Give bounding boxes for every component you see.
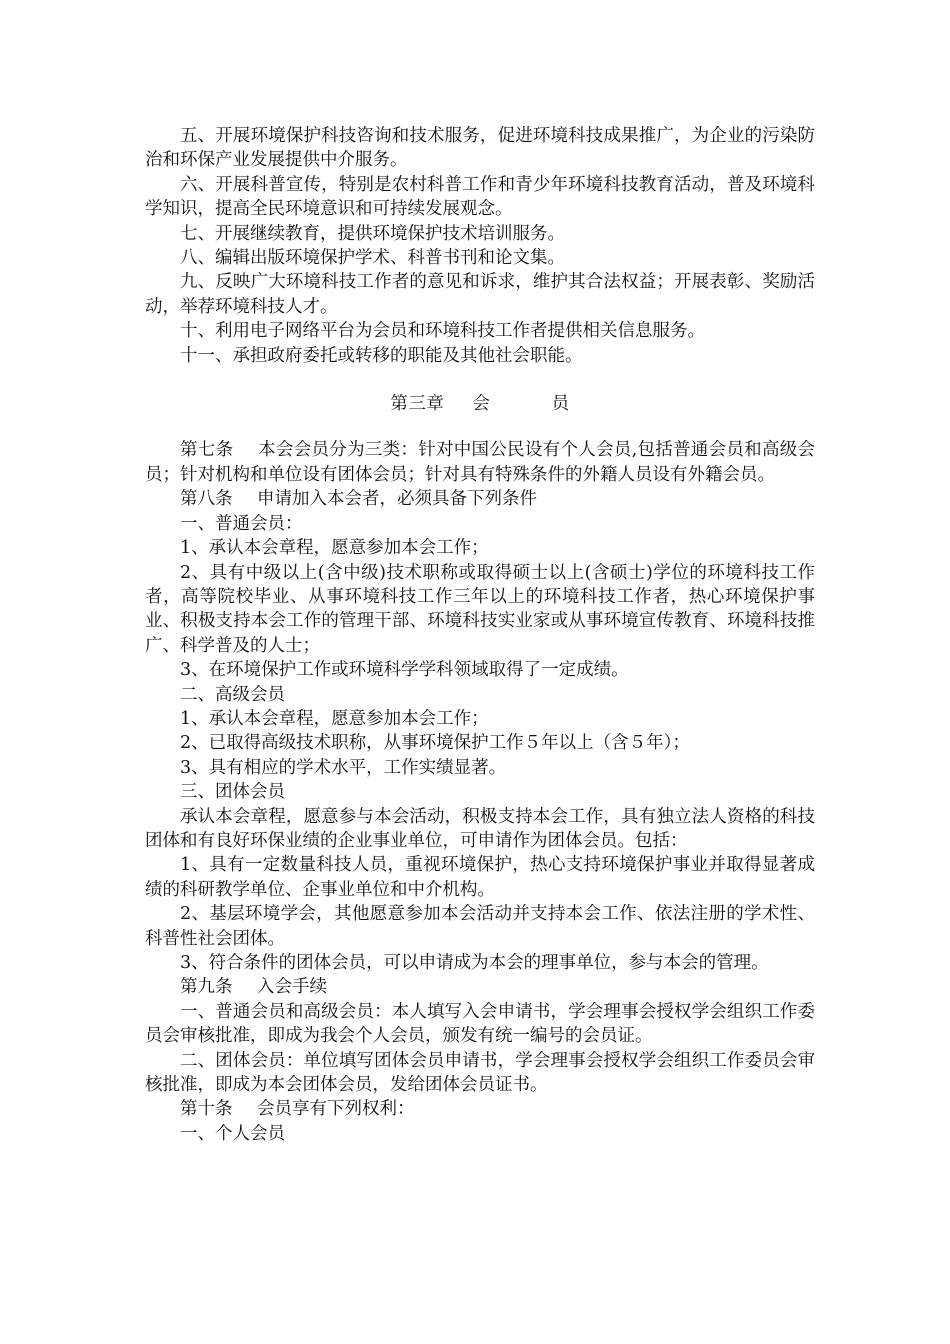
paragraph-item-7: 七、开展继续教育，提供环境保护技术培训服务。 (180, 223, 565, 244)
article-7-label: 第七条 (180, 440, 234, 461)
group-member-intro: 承认本会章程，愿意参与本会活动，积极支持本会工作，具有独立法人资格的科技团体和有良好环保业绩的企业事业单位，可申请作为团体会员。包括： (145, 806, 815, 851)
group-member-item-3: 3、符合条件的团体会员，可以申请成为本会的理事单位，参与本会的管理。 (180, 953, 769, 973)
article-9 (145, 975, 815, 999)
article-9-label: 第九条 (180, 977, 233, 998)
ordinary-member-cond-3: 3、在环境保护工作或环境科学学科领域取得了一定成绩。 (180, 660, 629, 681)
article-8 (145, 487, 815, 511)
admission-group: 二、团体会员：单位填写团体会员申请书，学会理事会授权学会组织工作委员会审核批准，即成为本会团体会员，发给团体会员证书。 (145, 1050, 815, 1096)
admission-individual: 一、普通会员和高级会员：本人填写入会申请书，学会理事会授权学会组织工作委员会审核批准，即成为我会个人会员，颁发有统一编号的会员证。 (145, 1001, 815, 1047)
document-page (145, 124, 815, 1146)
article-8-text: 申请加入本会者，必须具备下列条件 (257, 489, 537, 510)
paragraph-item-5: 五、开展环境保护科技咨询和技术服务，促进环境科技成果推广，为企业的污染防治和环保产业发展提供中介服务。 (145, 126, 815, 171)
chapter-heading (145, 392, 815, 416)
chapter-number: 第三章 (390, 394, 445, 415)
chapter-title-part1: 会 (472, 394, 491, 415)
paragraph-item-11: 十一、承担政府委托或转移的职能及其他社会职能。 (180, 345, 583, 366)
rights-individual-heading: 一、个人会员 (180, 1123, 285, 1144)
senior-member-heading: 二、高级会员 (180, 684, 285, 705)
article-10-label: 第十条 (180, 1099, 233, 1120)
article-10 (145, 1097, 815, 1121)
ordinary-member-cond-2: 2、具有中级以上(含中级)技术职称或取得硕士以上(含硕士)学位的环境科技工作者，高等院校毕业、从事环境科技工作三年以上的环境科技工作者，热心环境保护事业、积极支持本会工作的管理干部、环境科技实业家或从事环境宣传教育、环境科技推广、科学普及的人士； (145, 562, 815, 656)
article-9-text: 入会手续 (257, 977, 327, 998)
senior-member-cond-1: 1、承认本会章程，愿意参加本会工作； (180, 708, 489, 729)
paragraph-item-8: 八、编辑出版环境保护学术、科普书刊和论文集。 (180, 248, 565, 269)
ordinary-member-cond-1: 1、承认本会章程，愿意参加本会工作； (180, 538, 489, 559)
paragraph-item-10: 十、利用电子网络平台为会员和环境科技工作者提供相关信息服务。 (180, 321, 705, 342)
article-8-label: 第八条 (180, 489, 233, 510)
group-member-heading: 三、团体会员 (180, 782, 285, 803)
article-7-text: 本会会员分为三类：针对中国公民设有个人会员,包括普通会员和高级会员；针对机构和单位设有团体会员；针对具有特殊条件的外籍人员设有外籍会员。 (145, 440, 816, 485)
article-10-text: 会员享有下列权利： (257, 1099, 415, 1120)
senior-member-cond-2: 2、已取得高级技术职称，从事环境保护工作５年以上（含５年）； (180, 733, 690, 754)
paragraph-item-6: 六、开展科普宣传，特别是农村科普工作和青少年环境科技教育活动，普及环境科学知识，提高全民环境意识和可持续发展观念。 (145, 174, 815, 220)
group-member-item-2: 2、基层环境学会，其他愿意参加本会活动并支持本会工作、依法注册的学术性、科普性社会团体。 (145, 904, 815, 949)
chapter-title-part2: 员 (551, 394, 570, 415)
ordinary-member-heading: 一、普通会员： (180, 513, 303, 534)
article-7 (145, 438, 815, 487)
group-member-item-1: 1、具有一定数量科技人员，重视环境保护，热心支持环境保护事业并取得显著成绩的科研教学单位、企事业单位和中介机构。 (145, 855, 815, 900)
senior-member-cond-3: 3、具有相应的学术水平，工作实绩显著。 (180, 757, 507, 778)
paragraph-item-9: 九、反映广大环境科技工作者的意见和诉求，维护其合法权益；开展表彰、奖励活动，举荐环境科技人才。 (145, 272, 815, 317)
